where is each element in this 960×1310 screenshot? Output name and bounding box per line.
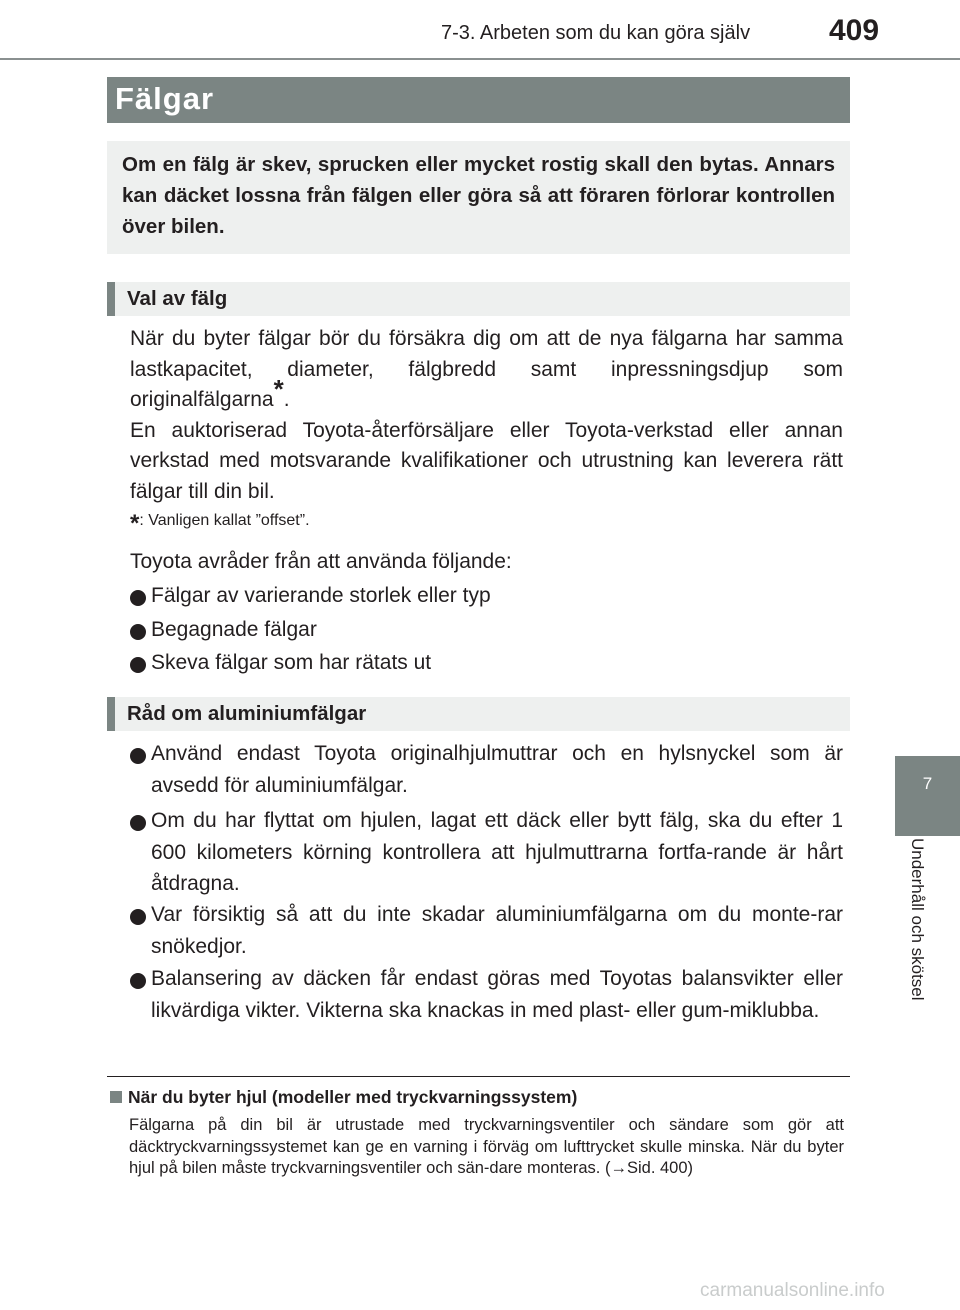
bullet-icon — [130, 624, 146, 640]
bullet-icon — [130, 748, 146, 764]
section-heading-aluminium — [107, 697, 850, 731]
list-item-text: Begagnade fälgar — [151, 618, 317, 641]
list-item-text: Fälgar av varierande storlek eller typ — [151, 584, 491, 607]
square-bullet-icon — [110, 1091, 122, 1103]
note-heading-text: När du byter hjul (modeller med tryckvarningssystem) — [128, 1087, 578, 1107]
section-heading-wheel-choice — [107, 282, 850, 316]
bullet-icon — [130, 590, 146, 606]
chapter-number: 7 — [922, 774, 933, 793]
running-header-section: 7-3. Arbeten som du kan göra själv — [441, 22, 751, 44]
chapter-label: Underhåll och skötsel — [908, 838, 927, 1001]
footnote — [130, 510, 310, 538]
list-item-text: Skeva fälgar som har rätats ut — [151, 651, 432, 674]
note-heading — [110, 1087, 577, 1108]
bullet-icon — [130, 657, 146, 673]
footnote-marker: * — [273, 374, 284, 404]
list-item-text: Balansering av däcken får endast göras med Toyotas balansvikter eller likvärdiga vikter. Vikterna ska knackas in med plast- eller gum-miklubba. — [151, 967, 843, 1022]
paragraph-dealer: En auktoriserad Toyota-återförsäljare eller Toyota-verkstad eller annan verkstad med motsvarande kvalifikationer och utrustning kan leverera rätt fälgar till din bil. — [130, 418, 843, 503]
list-item-text: Använd endast Toyota originalhjulmuttrar och en hylsnyckel som är avsedd för aluminiumfälgar. — [151, 742, 843, 797]
bullet-icon — [130, 973, 146, 989]
page-title: Fälgar — [115, 81, 215, 116]
intro-box — [107, 141, 850, 254]
list-item — [130, 963, 843, 1026]
note-body: Fälgarna på din bil är utrustade med tryckvarningsventiler och sändare som gör att däcktryckvarningssystemet kan ge en varning i förväg om lufttrycket skulle minska. När du byter hjul på bilen måste tryckvarningsventiler och sän-dare monteras. (→Sid. 400) — [129, 1116, 844, 1177]
section-heading-text: Val av fälg — [127, 287, 228, 310]
intro-text: Om en fälg är skev, sprucken eller mycket rostig skall den bytas. Annars kan däcket lossna från fälgen eller göra så att föraren förlorar kontrollen över bilen. — [122, 153, 835, 238]
list-item — [130, 899, 843, 962]
list-item — [130, 805, 843, 900]
bullet-icon — [130, 815, 146, 831]
paragraph-end: . — [283, 388, 290, 411]
chapter-tab — [895, 756, 960, 836]
list-item-text: Var försiktig så att du inte skadar aluminiumfälgarna om du monte-rar snökedjor. — [151, 903, 843, 958]
list-item — [130, 614, 843, 646]
list-item — [130, 647, 843, 679]
section1-body — [130, 324, 843, 507]
page-number: 409 — [829, 14, 880, 47]
list-item-text: Om du har flyttat om hjulen, lagat ett däck eller bytt fälg, ska du efter 1 600 kilometers körning kontrollera att hjulmuttrarna fortfa-rande är hårt åtdragna. — [151, 809, 843, 895]
header-divider — [0, 58, 960, 60]
list-item — [130, 738, 843, 801]
note-divider — [107, 1076, 850, 1077]
page-title-bar — [107, 77, 850, 123]
paragraph-text: När du byter fälgar bör du försäkra dig om att de nya fälgarna har samma lastkapacitet, diameter, fälgbredd samt inpressningsdjup som originalfälgarna — [130, 327, 843, 411]
bullet-icon — [130, 909, 146, 925]
list-item — [130, 580, 843, 612]
avoid-intro: Toyota avråder från att använda följande: — [130, 550, 512, 573]
footnote-text: : Vanligen kallat ”offset”. — [139, 512, 310, 529]
watermark: carmanualsonline.info — [700, 1280, 885, 1301]
section-heading-text: Råd om aluminiumfälgar — [127, 702, 367, 725]
paragraph-wheel-specs — [130, 324, 843, 416]
footnote-star: * — [130, 510, 140, 537]
